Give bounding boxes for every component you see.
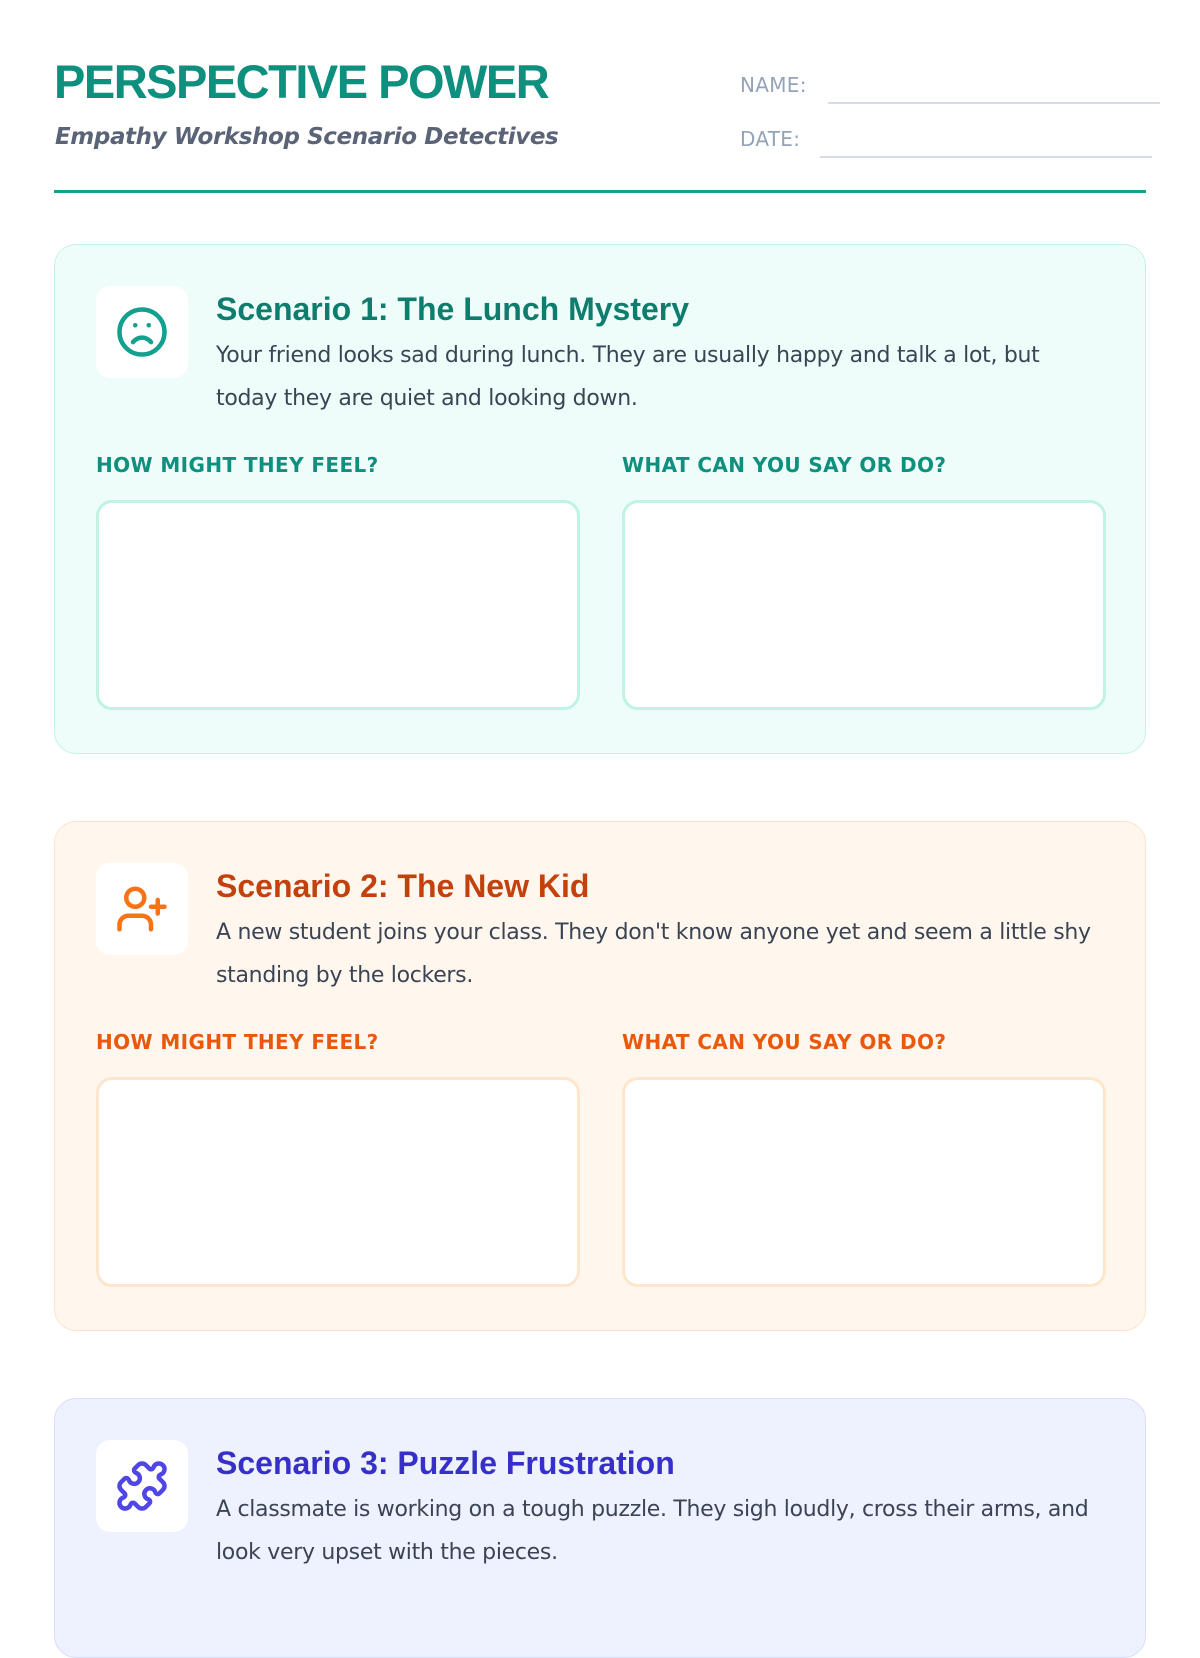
date-line[interactable] xyxy=(820,156,1152,158)
scenario-card-2 xyxy=(54,821,1146,1331)
scenario-1-action-label: WHAT CAN YOU SAY OR DO? xyxy=(622,453,947,477)
scenario-1-feel-answer-box[interactable] xyxy=(96,500,580,710)
worksheet-header xyxy=(54,0,1146,193)
scenario-1-feel-label: HOW MIGHT THEY FEEL? xyxy=(96,453,379,477)
scenario-1-description: Your friend looks sad during lunch. They are usually happy and talk a lot, but today they are quiet and looking down. xyxy=(216,343,1040,411)
name-field xyxy=(740,70,1160,100)
scenario-3-description: A classmate is working on a tough puzzle. They sigh loudly, cross their arms, and look very upset with the pieces. xyxy=(216,1497,1089,1565)
scenario-1-title: Scenario 1: The Lunch Mystery xyxy=(216,291,690,327)
worksheet-subtitle: Empathy Workshop Scenario Detectives xyxy=(55,124,559,150)
scenario-card-3 xyxy=(54,1398,1146,1658)
user-plus-icon xyxy=(115,882,169,936)
scenario-2-feel-answer-box[interactable] xyxy=(96,1077,580,1287)
name-label: NAME: xyxy=(740,73,807,97)
scenario-2-description: A new student joins your class. They don't know anyone yet and seem a little shy standing by the lockers. xyxy=(216,920,1091,988)
scenario-1-action-answer-box[interactable] xyxy=(622,500,1106,710)
scenario-1-icon-tile xyxy=(96,286,188,378)
scenario-2-feel-label: HOW MIGHT THEY FEEL? xyxy=(96,1030,379,1054)
scenario-card-1 xyxy=(54,244,1146,754)
scenario-3-icon-tile xyxy=(96,1440,188,1532)
worksheet-title: PERSPECTIVE POWER xyxy=(54,55,549,108)
date-label: DATE: xyxy=(740,127,801,151)
scenario-2-action-label: WHAT CAN YOU SAY OR DO? xyxy=(622,1030,947,1054)
date-field xyxy=(740,124,1160,154)
scenario-2-icon-tile xyxy=(96,863,188,955)
sad-face-icon xyxy=(115,305,169,359)
name-line[interactable] xyxy=(828,102,1160,104)
scenario-2-title: Scenario 2: The New Kid xyxy=(216,868,590,904)
scenario-2-action-answer-box[interactable] xyxy=(622,1077,1106,1287)
puzzle-icon xyxy=(115,1459,169,1513)
scenario-3-title: Scenario 3: Puzzle Frustration xyxy=(216,1445,675,1481)
